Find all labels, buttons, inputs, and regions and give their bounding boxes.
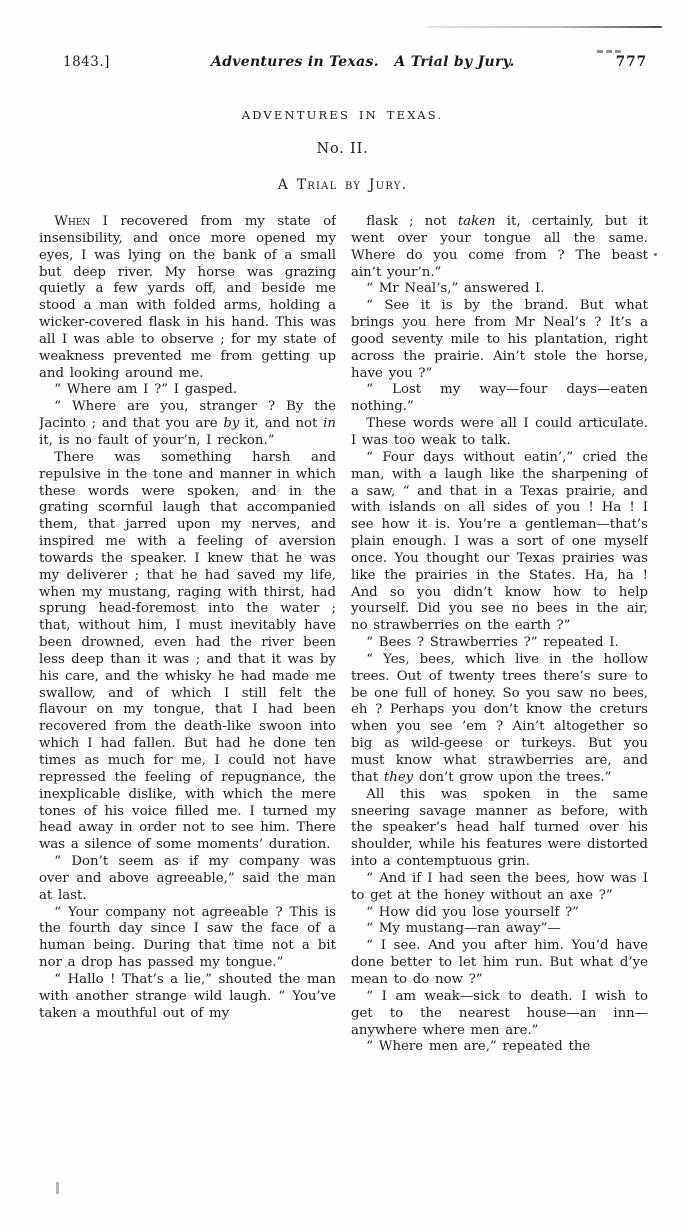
article-subtitle: A Trial by Jury. — [277, 177, 408, 193]
paragraph: flask ; not taken it, certainly, but it went over your tongue all the same. Where do you come from ? The beast ain’t your’n.” — [351, 214, 648, 280]
paragraph: These words were all I could articulate. I was too weak to talk. — [351, 416, 648, 448]
paragraph: “ Lost my way—four days—eaten nothing.” — [351, 382, 648, 415]
running-header — [63, 54, 647, 70]
article-title: ADVENTURES IN TEXAS. — [241, 108, 444, 122]
text-column-right — [351, 214, 648, 1139]
paragraph: “ Don’t seem as if my company was over and above agreeable,” said the man at last. — [39, 854, 336, 903]
paragraph: “ I see. And you after him. You’d have done better to let him run. But what d’ye mean to do now ?” — [351, 938, 648, 987]
paragraph: “ See it is by the brand. But what brings you here from Mr Neal’s ? It’s a good seventy mile to his plantation, right across the prairie. Ain’t stole the horse, have you ?” — [351, 298, 648, 381]
header-page-number: 777 — [615, 54, 647, 70]
paragraph: “ Hallo ! That’s a lie,” shouted the man with another strange wild laugh. “ You’ve taken a mouthful out of my — [39, 971, 336, 1021]
header-year: 1843.] — [63, 54, 110, 70]
paragraph: “ Where are you, stranger ? By the Jacinto ; and that you are by it, and not in it, is no fault of your’n, I reckon.” — [39, 399, 336, 448]
scan-artifact-line — [427, 26, 662, 28]
header-running-title: Adventures in Texas. A Trial by Jury. — [211, 54, 515, 70]
paragraph: There was something harsh and repulsive in the tone and manner in which these words were spoken, and in the grating scornful laugh that accompanied them, that jarred upon my nerves, and inspired me with a feeling of aversion towards the speaker. I knew that he was my deliverer ; that he had saved my life, when my mustang, raging with thirst, had sprung head-foremost into the water ; that, without him, I must inevitably have been drowned, even had the river been less deep than it was ; and that it was by his care, and the whisky he had made me swallow, and of which I still felt the flavour on my tongue, that I had been recovered from the death-like swoon into which I had fallen. But had he done ten times as much for me, I could not have repressed the feeling of repugnance, the inexplicable dislike, with which the mere tones of his voice filled me. I turned my head away in order not to see him. There was a silence of some moments’ duration. — [39, 449, 336, 853]
paragraph: All this was spoken in the same sneering savage manner as before, with the speaker’s head half turned over his shoulder, while his features were distorted into a contemptuous grin. — [351, 786, 648, 870]
scan-artifact-dot — [654, 253, 657, 256]
scan-artifact-dashes — [597, 50, 623, 53]
paragraph: “ Your company not agreeable ? This is the fourth day since I saw the face of a human being. During that time not a bit nor a drop has passed my tongue.” — [39, 904, 336, 971]
paragraph: “ Yes, bees, which live in the hollow trees. Out of twenty trees there’s sure to be one full of honey. So you saw no bees, eh ? Perhaps you don’t know the creturs when you see ’em ? Ain’t altogether so big as wild-geese or turkeys. But you must know what strawberries are, and that they don’t grow upon the trees.” — [351, 651, 648, 785]
paragraph: “ My mustang—ran away”— — [366, 921, 561, 937]
paragraph: When I recovered from my state of insensibility, and once more opened my eyes, I was lying on the bank of a small but deep river. My horse was grazing quietly a few yards off, and beside me stood a man with folded arms, holding a wicker-covered flask in his hand. This was all I was able to observe ; for my state of weakness prevented me from getting up and looking around me. — [39, 214, 336, 381]
paragraph: “ How did you lose yourself ?” — [366, 904, 579, 920]
paragraph: “ Bees ? Strawberries ?” repeated I. — [366, 635, 619, 651]
paragraph: “ Four days without eatin’,” cried the man, with a laugh like the sharpening of a saw, “ and that in a Texas prairie, and with islands on all sides of you ! Ha ! I see how it is. You’re a gentleman—that’s plain enough. I was a sort of one myself once. You thought our Texas prairies was like the prairies in the States. Ha, ha ! And so you didn’t know how to help yourself. Did you see no bees in the air, no strawberries on the earth ?” — [351, 449, 648, 634]
paragraph: “ Where am I ?” I gasped. — [54, 382, 238, 398]
paragraph: “ And if I had seen the bees, how was I to get at the honey without an axe ?” — [351, 870, 648, 903]
text-column-left — [39, 214, 336, 1139]
paragraph: “ Mr Neal’s,” answered I. — [366, 281, 545, 297]
paragraph: “ I am weak—sick to death. I wish to get to the nearest house—an inn—anywhere where men are.” — [351, 988, 648, 1038]
paragraph: “ Where men are,” repeated the — [366, 1039, 591, 1055]
article-number: No. II. — [316, 141, 369, 157]
scan-artifact-speck — [56, 1182, 59, 1194]
